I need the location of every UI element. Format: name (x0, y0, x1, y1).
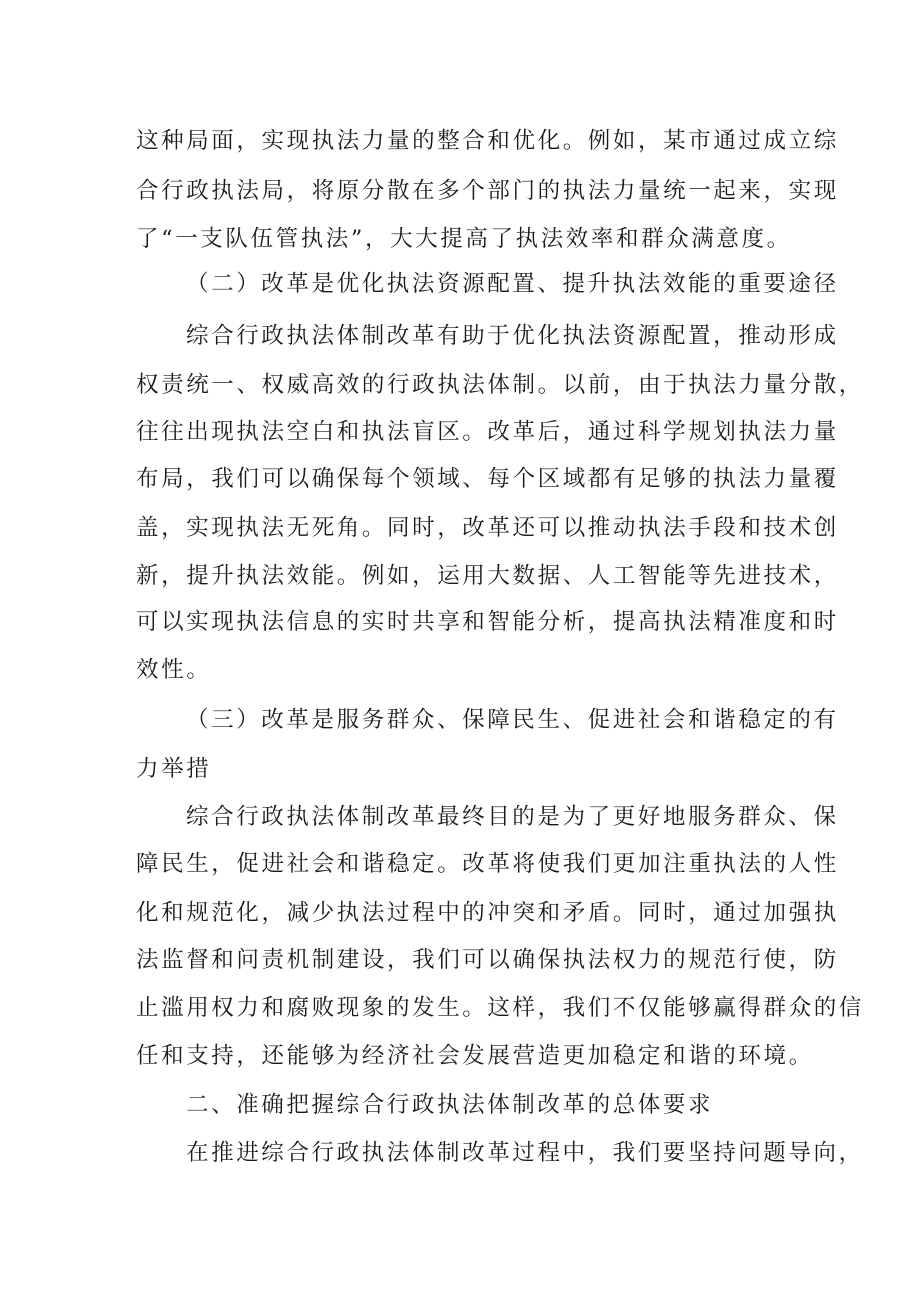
paragraph-line: 往往出现执法空白和执法盲区。改革后，通过科学规划执法力量 (136, 419, 839, 445)
paragraph-line: 盖，实现执法无死角。同时，改革还可以推动执法手段和技术创 (136, 515, 839, 541)
paragraph-line: 可以实现执法信息的实时共享和智能分析，提高执法精准度和时 (136, 609, 839, 635)
paragraph-line: 任和支持，还能够为经济社会发展营造更加稳定和谐的环境。 (136, 1043, 814, 1069)
section-heading-continued: 力举措 (136, 756, 212, 782)
section-heading: （二）改革是优化执法资源配置、提升执法效能的重要途径 (186, 271, 839, 297)
paragraph-line: 了“一支队伍管执法”，大大提高了执法效率和群众满意度。 (136, 226, 792, 252)
paragraph-line: 止滥用权力和腐败现象的发生。这样，我们不仅能够赢得群众的信 (136, 995, 864, 1021)
paragraph-line: 在推进综合行政执法体制改革过程中，我们要坚持问题导向， (186, 1140, 864, 1166)
paragraph-line: 合行政执法局，将原分散在多个部门的执法力量统一起来，实现 (136, 178, 839, 204)
paragraph-line: 新，提升执法效能。例如，运用大数据、人工智能等先进技术， (136, 563, 839, 589)
paragraph-line: 综合行政执法体制改革最终目的是为了更好地服务群众、保 (186, 804, 839, 830)
paragraph-line: 权责统一、权威高效的行政执法体制。以前，由于执法力量分散， (136, 372, 864, 398)
paragraph-line: 法监督和问责机制建设，我们可以确保执法权力的规范行使，防 (136, 947, 839, 973)
paragraph-line: 化和规范化，减少执法过程中的冲突和矛盾。同时，通过加强执 (136, 900, 839, 926)
paragraph-line: 效性。 (136, 657, 212, 683)
section-heading: （三）改革是服务群众、保障民生、促进社会和谐稳定的有 (186, 707, 839, 733)
paragraph-line: 综合行政执法体制改革有助于优化执法资源配置，推动形成 (186, 323, 839, 349)
chapter-heading: 二、准确把握综合行政执法体制改革的总体要求 (186, 1092, 714, 1118)
paragraph-line: 障民生，促进社会和谐稳定。改革将使我们更加注重执法的人性 (136, 851, 839, 877)
paragraph-line: 布局，我们可以确保每个领域、每个区域都有足够的执法力量覆 (136, 466, 839, 492)
paragraph-line: 这种局面，实现执法力量的整合和优化。例如，某市通过成立综 (136, 128, 839, 154)
